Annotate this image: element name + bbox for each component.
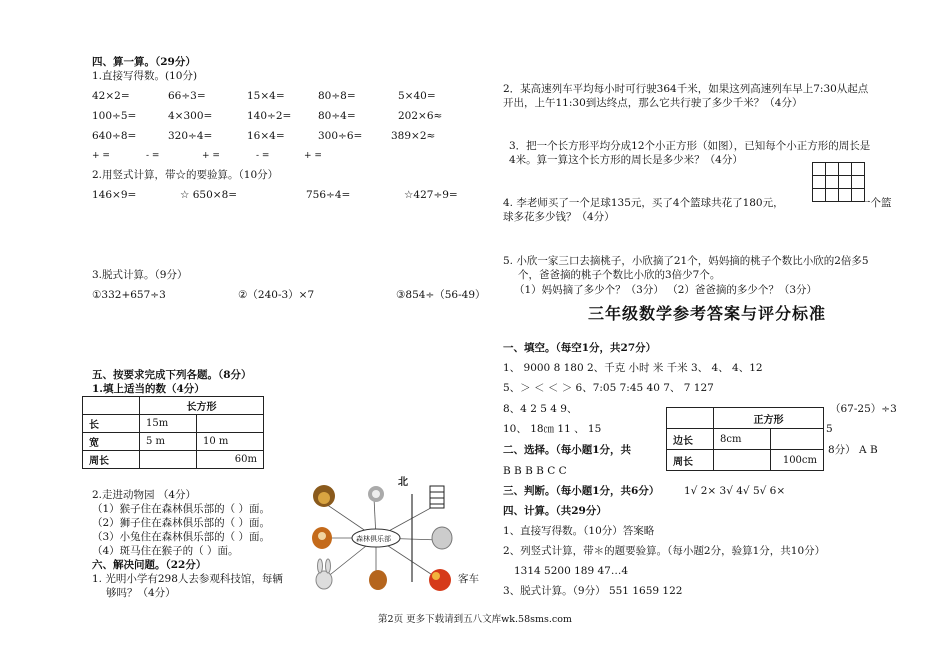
blank-item: + = bbox=[202, 151, 220, 161]
stepwise-item: ①332+657÷3 bbox=[92, 289, 166, 301]
problem-2-line1: 2．某高速列车平均每小时可行驶364千米，如果这列高速列车早上7:30从起点 bbox=[503, 83, 869, 95]
q2-title: 2.用竖式计算，带☆的要验算。（10分） bbox=[92, 169, 279, 181]
rooster-icon bbox=[429, 569, 451, 591]
mental-item: 140÷2= bbox=[247, 110, 292, 122]
problem-5-line3: （1）妈妈摘了多少个？（3分） （2）爸爸摘的多少个？（3分） bbox=[514, 284, 818, 296]
blank-item: + = bbox=[92, 151, 110, 161]
rabbit-icon bbox=[316, 559, 332, 589]
vertical-item: 756÷4= bbox=[306, 189, 351, 201]
mental-item: 202×6≈ bbox=[398, 110, 443, 122]
answer-section-2: 二、选择。（每小题1分，共 bbox=[503, 444, 632, 456]
page-footer: 第2页 更多下载请到五八文库wk.58sms.com bbox=[378, 614, 572, 625]
answer-row: 1314 5200 189 47…4 bbox=[514, 565, 629, 577]
answer-section-1: 一、填空。（每空1分，共27分） bbox=[503, 342, 657, 354]
zoo-item: （2）狮子住在森林俱乐部的（ ）面。 bbox=[92, 517, 271, 529]
table-cell: 10 m bbox=[197, 433, 264, 451]
q51-title: 1.填上适当的数（4分） bbox=[92, 383, 205, 395]
problem-2-line2: 开出，上午11:30到达终点，那么它共行驶了多少千米？（4分） bbox=[503, 97, 803, 109]
table-cell: 8cm bbox=[714, 429, 771, 450]
zoo-item: （1）猴子住在森林俱乐部的（ ）面。 bbox=[92, 503, 271, 515]
answer-row-right: （67-25）÷3 bbox=[830, 403, 897, 415]
answer-row: 1、直接写得数。（10分）答案略 bbox=[503, 525, 655, 537]
problem-4-line2: 球多花多少钱？（4分） bbox=[503, 211, 615, 223]
problem-4-line1: 4. 李老师买了一个足球135元，买了4个篮球共花了180元， bbox=[503, 197, 784, 209]
square-table-header: 正方形 bbox=[714, 408, 824, 429]
problem-1-line1: 1. 光明小学有298人去参观科技馆，每辆 bbox=[92, 573, 283, 585]
north-label: 北 bbox=[398, 477, 408, 488]
mental-item: 80÷4= bbox=[318, 110, 356, 122]
table-cell: 边长 bbox=[667, 429, 714, 450]
lion-icon bbox=[313, 485, 335, 507]
answer-section-2-tail: 8分） A B bbox=[828, 444, 878, 456]
club-label: 森林俱乐部 bbox=[356, 535, 391, 543]
square-table bbox=[666, 407, 824, 471]
blank-item: + = bbox=[304, 151, 322, 161]
rect-table-header: 长方形 bbox=[140, 397, 264, 415]
mental-item: 66÷3= bbox=[168, 90, 206, 102]
table-cell: 宽 bbox=[83, 433, 140, 451]
section-4-title: 四、算一算。（29分） bbox=[92, 56, 196, 68]
problem-1-suffix: 客车 bbox=[458, 573, 479, 585]
table-cell bbox=[714, 450, 771, 471]
rectangle-grid-figure bbox=[812, 162, 865, 202]
zebra-icon bbox=[430, 486, 444, 508]
answer-section-4: 四、计算。（共29分） bbox=[503, 505, 607, 517]
mental-item: 640÷8= bbox=[92, 130, 137, 142]
answer-row-right: 5 bbox=[826, 423, 833, 435]
vertical-item: ☆427÷9= bbox=[404, 189, 458, 201]
table-cell: 周长 bbox=[83, 451, 140, 469]
mental-item: 5×40= bbox=[398, 90, 436, 102]
mental-item: 4×300= bbox=[168, 110, 213, 122]
stepwise-item: ③854÷（56-49） bbox=[396, 289, 486, 301]
mental-item: 80÷8= bbox=[318, 90, 356, 102]
section-6-title: 六、解决问题。（22分） bbox=[92, 559, 207, 571]
answer-row: 8、4 2 5 4 9、 bbox=[503, 403, 578, 415]
problem-3-line2: 4米。算一算这个长方形的周长是多少米？（4分） bbox=[509, 154, 743, 166]
answer-row: B B B B C C bbox=[503, 465, 567, 477]
answer-row: 1、 9000 8 180 2、千克 小时 米 千米 3、 4、 4、12 bbox=[503, 362, 763, 374]
mental-item: 16×4= bbox=[247, 130, 285, 142]
vertical-item: 146×9= bbox=[92, 189, 137, 201]
mental-item: 15×4= bbox=[247, 90, 285, 102]
q1-title: 1.直接写得数。(10分) bbox=[92, 70, 198, 82]
problem-5-line1: 5. 小欣一家三口去摘桃子，小欣摘了21个，妈妈摘的桃子个数比小欣的2倍多5 bbox=[503, 255, 869, 267]
problem-3-line1: 3．把一个长方形平均分成12个小正方形（如图），已知每个小正方形的周长是 bbox=[509, 140, 871, 152]
deer-icon bbox=[369, 570, 387, 590]
zoo-item: （3）小兔住在森林俱乐部的（ ）面。 bbox=[92, 531, 271, 543]
answer-row: 2、列竖式计算，带＊的题要验算。（每小题2分，验算1分，共10分） bbox=[503, 545, 826, 557]
answer-row: 5、＞ ＜ ＜ ＞ 6、7:05 7:45 40 7、 7 127 bbox=[503, 382, 714, 394]
zoo-item: （4）斑马住在猴子的（ ）面。 bbox=[92, 545, 239, 557]
mental-item: 100÷5= bbox=[92, 110, 137, 122]
answer-key-title: 三年级数学参考答案与评分标准 bbox=[588, 304, 827, 323]
mental-item: 389×2≈ bbox=[391, 130, 436, 142]
answer-row: 10、 18㎝ 11 、 15 bbox=[503, 423, 602, 435]
table-cell bbox=[197, 415, 264, 433]
answer-row: 3、脱式计算。（9分） 551 1659 122 bbox=[503, 585, 683, 597]
dog-icon bbox=[312, 527, 332, 549]
problem-1-line2: 够吗？（4分） bbox=[106, 587, 176, 599]
table-cell: 100cm bbox=[771, 450, 824, 471]
table-cell: 长 bbox=[83, 415, 140, 433]
vertical-item: ☆ 650×8= bbox=[180, 189, 238, 201]
table-cell: 60m bbox=[197, 451, 264, 469]
rectangle-table bbox=[82, 396, 264, 469]
stepwise-item: ②（240-3）×7 bbox=[238, 289, 315, 301]
answer-row: 1√ 2× 3√ 4√ 5√ 6× bbox=[684, 485, 786, 497]
zoo-title: 2.走进动物园 （4分） bbox=[92, 489, 197, 501]
mental-item: 320÷4= bbox=[168, 130, 213, 142]
problem-5-line2: 个，爸爸摘的桃子个数比小欣的3倍少7个。 bbox=[518, 269, 721, 281]
section-5-title: 五、按要求完成下列各题。（8分） bbox=[92, 369, 252, 381]
problem-4-suffix: 一个篮 bbox=[860, 197, 892, 209]
elephant-icon bbox=[432, 527, 452, 549]
mental-item: 300÷6= bbox=[318, 130, 363, 142]
blank-item: - = bbox=[256, 151, 270, 161]
blank-item: - = bbox=[146, 151, 160, 161]
table-cell bbox=[771, 429, 824, 450]
table-cell: 15m bbox=[140, 415, 197, 433]
q3-title: 3.脱式计算。（9分） bbox=[92, 269, 188, 281]
table-cell bbox=[140, 451, 197, 469]
table-cell: 周长 bbox=[667, 450, 714, 471]
monkey-icon bbox=[368, 486, 384, 502]
answer-section-3: 三、判断。（每小题1分，共6分） bbox=[503, 485, 660, 497]
table-cell: 5 m bbox=[140, 433, 197, 451]
mental-item: 42×2= bbox=[92, 90, 130, 102]
